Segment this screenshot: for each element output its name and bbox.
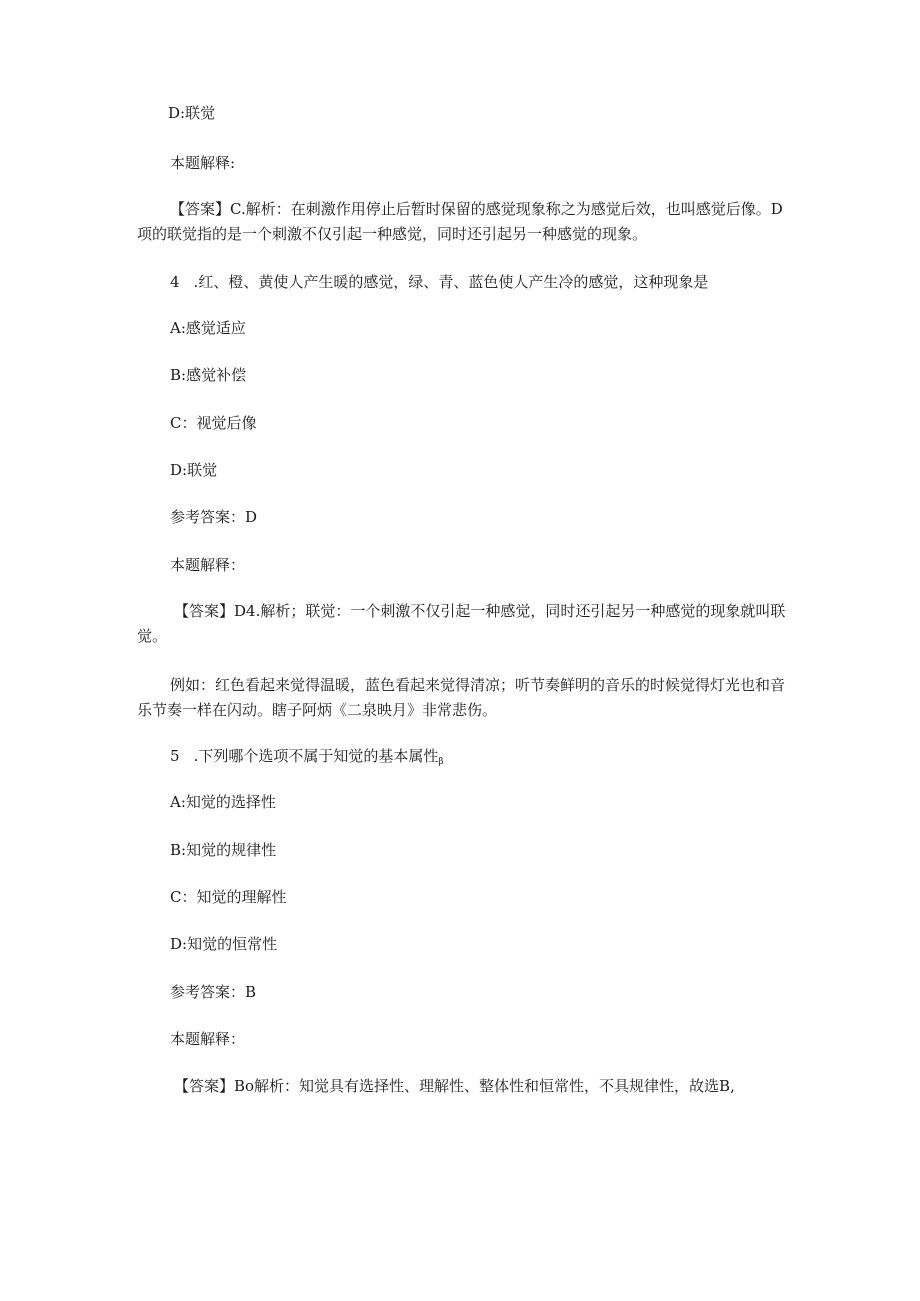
q4-example: 例如：红色看起来觉得温暖，蓝色看起来觉得清凉；听节奏鲜明的音乐的时候觉得灯光也和音乐节奏一样在闪动。瞎子阿炳《二泉映月》非常悲伤。 — [137, 676, 786, 719]
q4-option-b: B:感觉补偿 — [170, 366, 247, 384]
q5-option-d: D:知觉的恒常性 — [170, 935, 278, 953]
q3-option-d: D:联觉 — [168, 104, 216, 122]
q4-explanation: 【答案】D4.解析；联觉：一个刺激不仅引起一种感觉，同时还引起另一种感觉的现象就叫联觉。 — [137, 602, 786, 645]
q3-explanation: 【答案】C.解析：在刺激作用停止后暂时保留的感觉现象称之为感觉后效，也叫感觉后像。D项的联觉指的是一个刺激不仅引起一种感觉，同时还引起另一种感觉的现象。 — [137, 200, 783, 243]
q4-option-a: A:感觉适应 — [170, 319, 246, 337]
q5-explain-label: 本题解释： — [170, 1030, 246, 1048]
q5-answer: 参考答案：B — [170, 983, 257, 1001]
q5-stem-mark: β — [438, 757, 444, 767]
q5-stem-text: .下列哪个选项不属于知觉的基本属性 — [193, 747, 439, 765]
q4-stem-text: .红、橙、黄使人产生暖的感觉，绿、青、蓝色使人产生冷的感觉，这种现象是 — [193, 273, 709, 291]
q5-option-b: B:知觉的规律性 — [170, 841, 277, 859]
q4-option-d: D:联觉 — [170, 461, 218, 479]
q4-number: 4 — [170, 273, 180, 291]
q4-option-c: C：视觉后像 — [170, 414, 257, 432]
q4-explain-label: 本题解释： — [170, 556, 246, 574]
q5-number: 5 — [170, 747, 180, 765]
q4-stem — [170, 272, 708, 292]
q4-answer: 参考答案：D — [170, 508, 258, 526]
q5-option-a: A:知觉的选择性 — [170, 793, 276, 811]
q5-explanation: 【答案】Bo解析：知觉具有选择性、理解性、整体性和恒常性，不具规律性，故选B, — [174, 1077, 735, 1095]
q5-option-c: C：知觉的理解性 — [170, 888, 287, 906]
q5-stem — [170, 746, 444, 772]
q3-explain-label: 本题解释: — [170, 154, 236, 172]
